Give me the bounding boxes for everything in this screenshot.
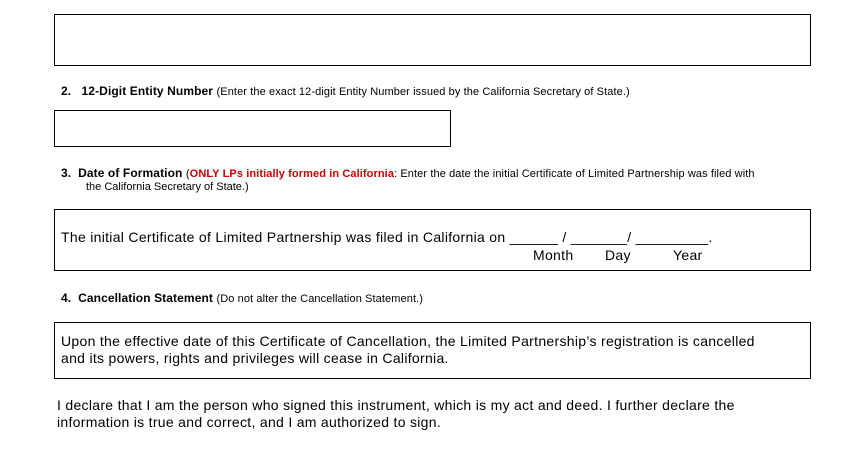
section2-number: 2. (61, 84, 72, 98)
cancellation-statement-line1: Upon the effective date of this Certificate of Cancellation, the Limited Partnership’s registration is cancelled (61, 333, 755, 349)
section3-note-open: ( (185, 168, 190, 180)
formation-date-statement: The initial Certificate of Limited Partnership was filed in California on ______ / _______/ _________. (61, 229, 713, 245)
cancellation-statement-line2: and its powers, rights and privileges will cease in California. (61, 350, 449, 366)
section4-note: (Do not alter the Cancellation Statement.) (216, 293, 424, 305)
section3-note-lp-only: ONLY LPs initially formed in California (189, 168, 395, 180)
cancellation-statement-box (54, 322, 811, 379)
section4-heading (61, 291, 423, 305)
section4-number: 4. (61, 291, 72, 305)
section2-heading (61, 84, 630, 98)
declaration-line2: information is true and correct, and I am authorized to sign. (57, 414, 442, 430)
month-label: Month (533, 247, 574, 263)
section3-heading (61, 166, 755, 180)
section2-note: (Enter the exact 12-digit Entity Number issued by the California Secretary of State.) (216, 86, 630, 98)
section1-input-box[interactable] (54, 14, 811, 66)
formation-date-box[interactable] (54, 209, 811, 271)
section2-title: 12-Digit Entity Number (81, 84, 214, 98)
year-label: Year (673, 247, 703, 263)
section3-number: 3. (61, 166, 72, 180)
section4-title: Cancellation Statement (78, 291, 213, 305)
entity-number-input[interactable] (54, 110, 451, 147)
day-label: Day (605, 247, 631, 263)
section3-note-rest: : Enter the date the initial Certificate of Limited Partnership was filed with (394, 168, 755, 180)
section3-note-line2: the California Secretary of State.) (86, 181, 249, 193)
declaration-line1: I declare that I am the person who signed this instrument, which is my act and deed. I further declare the (57, 397, 735, 413)
section3-title: Date of Formation (78, 166, 183, 180)
